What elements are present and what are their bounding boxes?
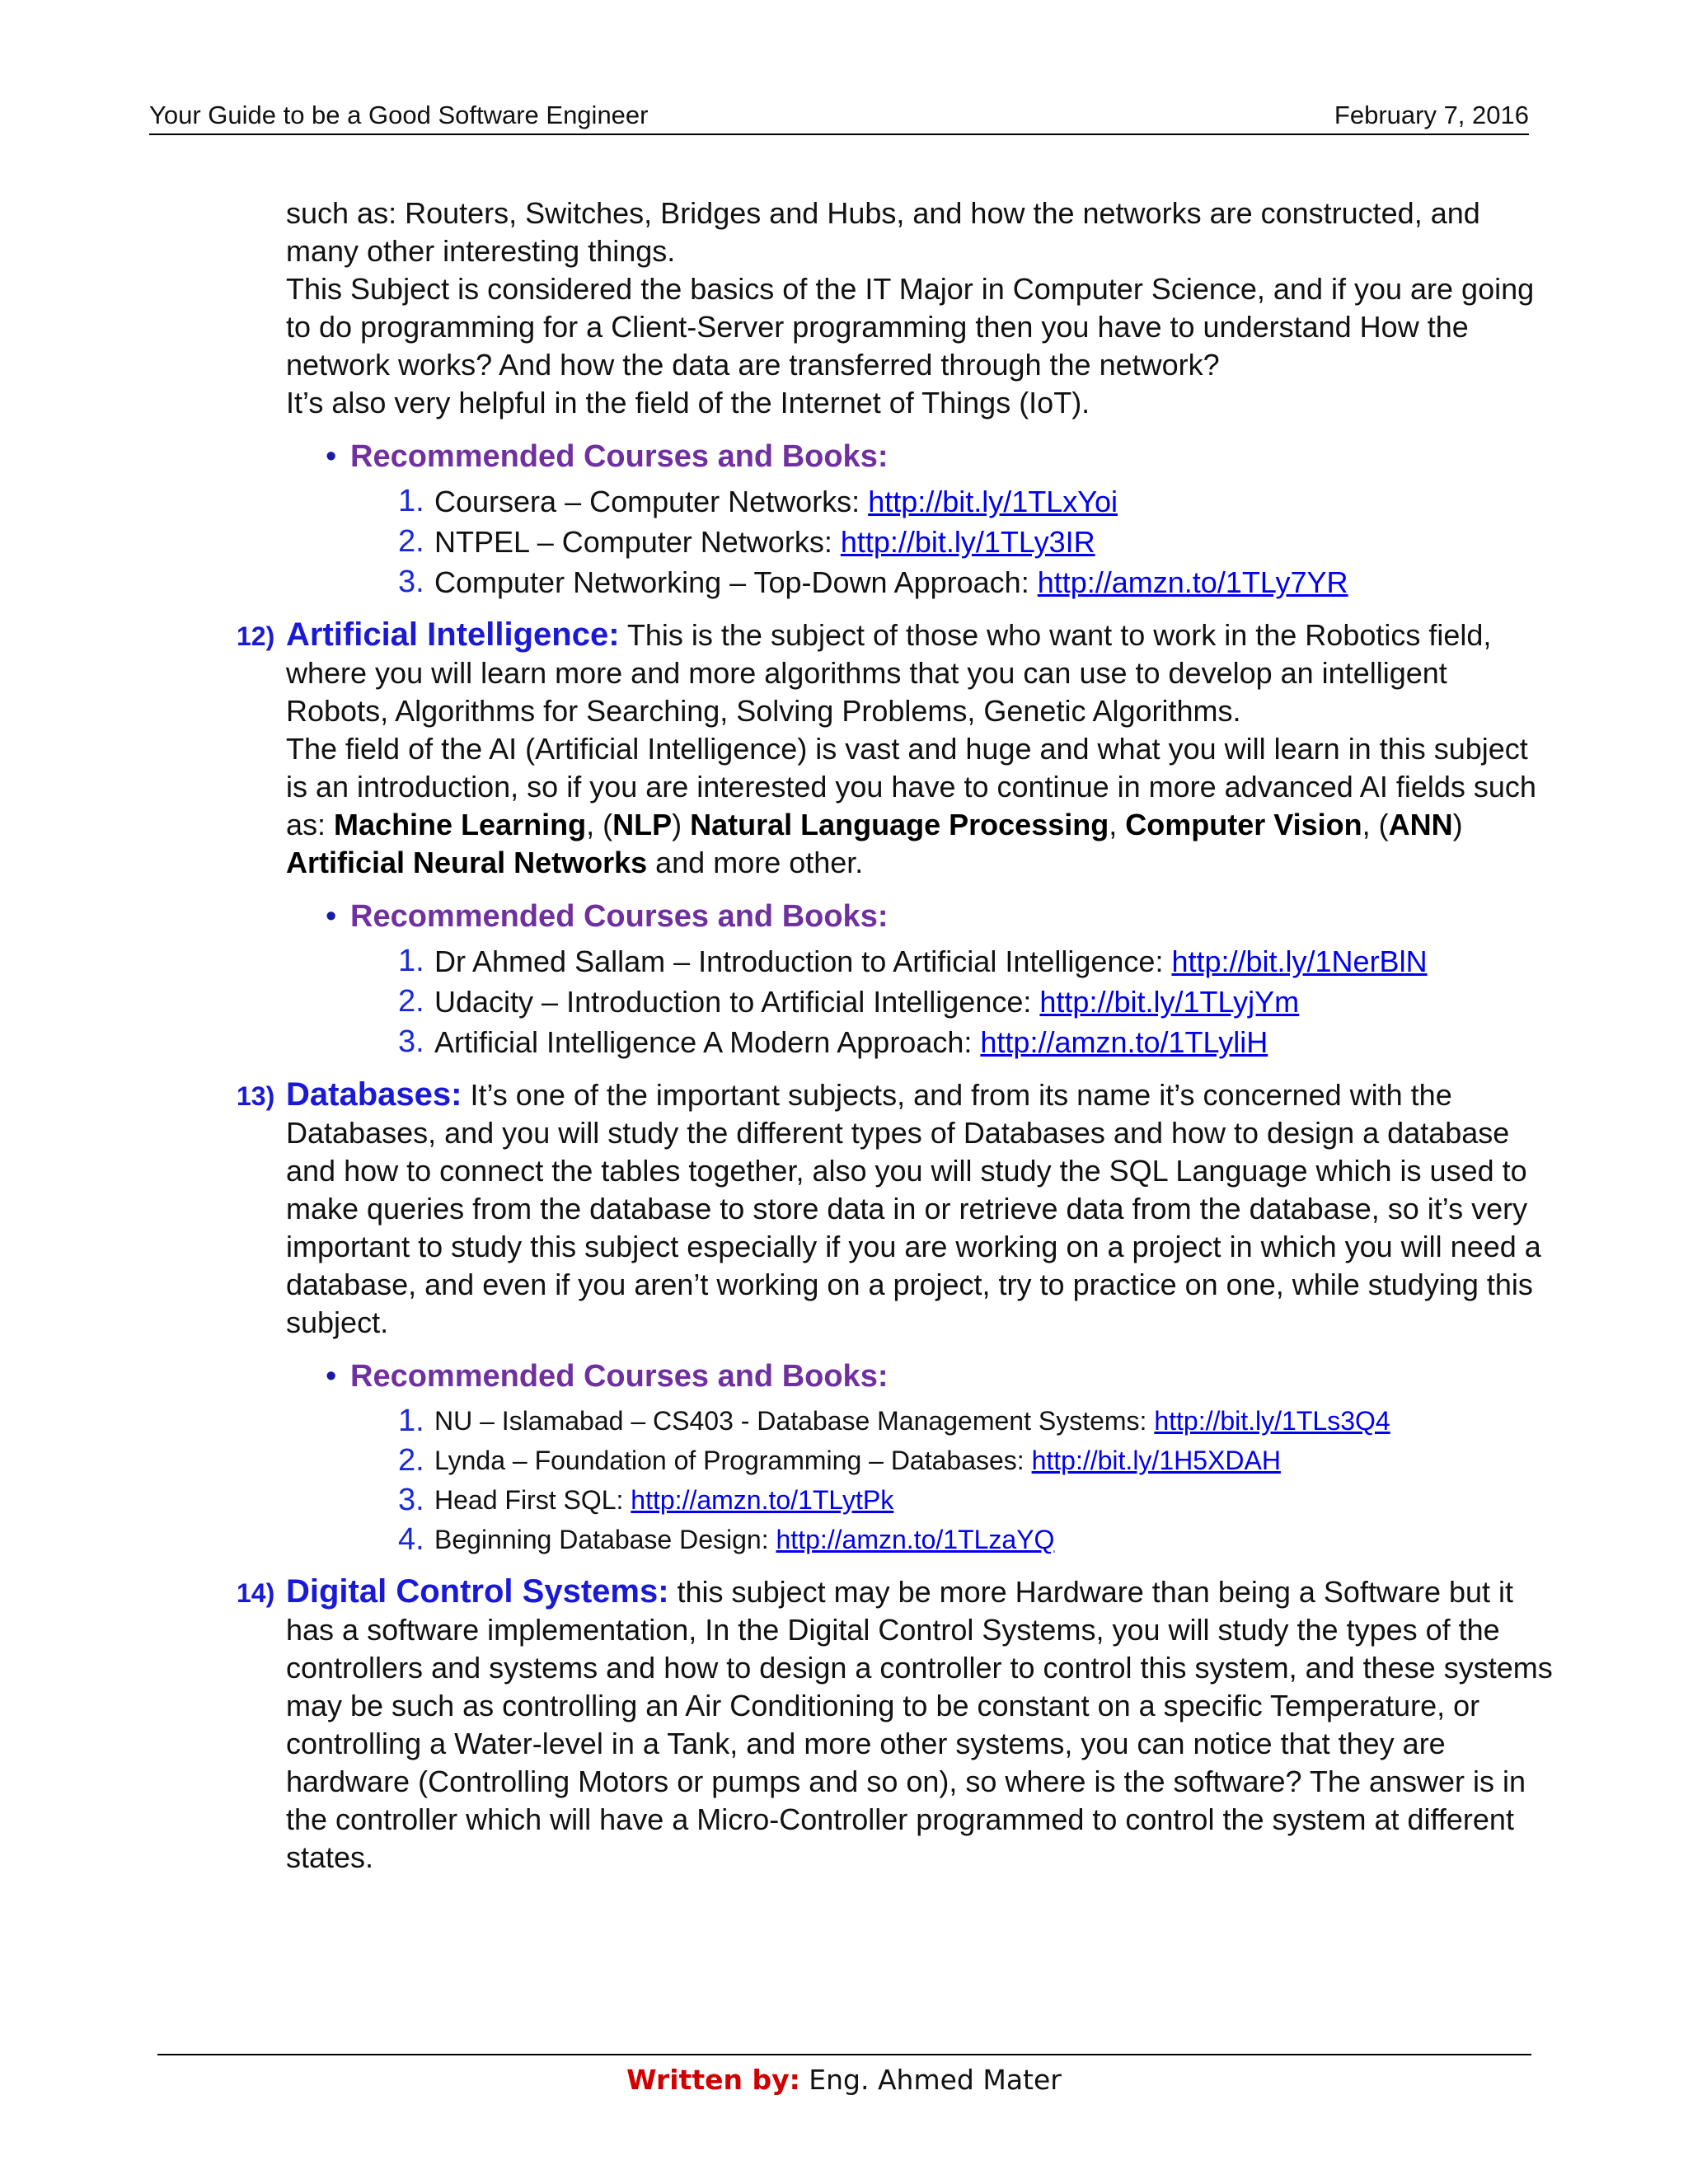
section-number: 14) bbox=[237, 1578, 275, 1608]
bullet-icon: • bbox=[326, 899, 337, 934]
intro-paragraph: such as: Routers, Switches, Bridges and Hubs, and how the networks are constructed, and many other interesting things. bbox=[286, 196, 1480, 268]
list-item: 2. Udacity – Introduction to Artificial Intelligence: http://bit.ly/1TLyjYm bbox=[398, 984, 1300, 1019]
list-item: 4. Beginning Database Design: http://amzn.to/1TLzaYQ bbox=[398, 1522, 1055, 1557]
section-title: Artificial Intelligence: bbox=[286, 616, 620, 653]
book-link[interactable]: http://amzn.to/1TLytPk bbox=[631, 1485, 894, 1515]
footer-divider bbox=[157, 2054, 1531, 2055]
header-date: February 7, 2016 bbox=[1334, 101, 1529, 129]
networks-links-list bbox=[286, 481, 1556, 602]
book-link[interactable]: http://amzn.to/1TLyliH bbox=[980, 1025, 1268, 1059]
list-item: 3. Computer Networking – Top-Down Approach: http://amzn.to/1TLy7YR bbox=[398, 565, 1348, 599]
book-link[interactable]: http://amzn.to/1TLy7YR bbox=[1037, 565, 1348, 599]
recommended-heading: • Recommended Courses and Books: bbox=[350, 437, 1556, 476]
recommended-heading: • Recommended Courses and Books: bbox=[350, 1357, 1556, 1396]
course-link[interactable]: http://bit.ly/1H5XDAH bbox=[1031, 1446, 1281, 1475]
section-databases: 13) Databases: It’s one of the important subjects, and from its name it’s concerned with the Databases, and you will study the different types of Databases and how to design a database and how to connect the tables together, also you will study the SQL Language which is used to make queries from the database to store data in or retrieve data from the database, so it’s very important to study this subject especially if you are working on a project in which you will need a database, and even if you aren’t working on a project, try to practice on one, while studying this subject. bbox=[237, 1076, 1541, 1339]
book-link[interactable]: http://amzn.to/1TLzaYQ bbox=[776, 1525, 1055, 1554]
intro-paragraph: This Subject is considered the basics of the IT Major in Computer Science, and if you are going to do programming for a Client-Server programming then you have to understand How the network works? And how the data are transferred through the network? bbox=[286, 272, 1535, 382]
course-link[interactable]: http://bit.ly/1NerBlN bbox=[1171, 944, 1428, 978]
section-number: 13) bbox=[237, 1081, 275, 1111]
intro-paragraph: It’s also very helpful in the field of the Internet of Things (IoT). bbox=[286, 386, 1090, 419]
list-item: 1. NU – Islamabad – CS403 - Database Management Systems: http://bit.ly/1TLs3Q4 bbox=[398, 1404, 1390, 1438]
list-item: 3. Artificial Intelligence A Modern Approach: http://amzn.to/1TLyliH bbox=[398, 1024, 1268, 1059]
section-ai: 12) Artificial Intelligence: This is the subject of those who want to work in the Robotics field, where you will learn more and more algorithms that you can use to develop an intelligent Robots, Algorithms for Searching, Solving Problems, Genetic Algorithms. The field of the AI (Artificial Intelligence) is vast and huge and what you will learn in this subject is an introduction, so if you are interested you have to continue in more advanced AI fields such as: Machine Learning, (NLP) Natural Language Processing, Computer Vision, (ANN) Artificial Neural Networks and more other. bbox=[237, 616, 1536, 879]
page-content bbox=[237, 194, 1556, 1877]
course-link[interactable]: http://bit.ly/1TLs3Q4 bbox=[1154, 1406, 1390, 1436]
course-link[interactable]: http://bit.ly/1TLxYoi bbox=[868, 485, 1118, 518]
list-item: 1. Dr Ahmed Sallam – Introduction to Artificial Intelligence: http://bit.ly/1NerBlN bbox=[398, 944, 1428, 978]
ai-links-list bbox=[286, 941, 1556, 1062]
section-number: 12) bbox=[237, 621, 275, 651]
course-link[interactable]: http://bit.ly/1TLy3IR bbox=[840, 525, 1095, 559]
bullet-icon: • bbox=[326, 439, 337, 474]
section-title: Digital Control Systems: bbox=[286, 1573, 669, 1610]
list-item: 3. Head First SQL: http://amzn.to/1TLytPk bbox=[398, 1483, 894, 1517]
bullet-icon: • bbox=[326, 1359, 337, 1394]
list-item: 1. Coursera – Computer Networks: http://bit.ly/1TLxYoi bbox=[398, 484, 1118, 518]
header-title: Your Guide to be a Good Software Engineer bbox=[149, 101, 649, 129]
db-links-list bbox=[286, 1401, 1556, 1559]
footer-author: Eng. Ahmed Mater bbox=[799, 2064, 1062, 2096]
list-item: 2. NTPEL – Computer Networks: http://bit.ly/1TLy3IR bbox=[398, 524, 1095, 559]
page-footer bbox=[0, 2062, 1688, 2098]
footer-label: Written by: bbox=[626, 2064, 800, 2096]
page-header bbox=[149, 99, 1529, 135]
section-digital-control: 14) Digital Control Systems: this subject may be more Hardware than being a Software but it has a software implementation, In the Digital Control Systems, you will study the types of the controllers and systems and how to design a controller to control this system, and these systems may be such as controlling an Air Conditioning to be constant on a specific Temperature, or controlling a Water-level in a Tank, and more other systems, you can notice that they are hardware (Controlling Motors or pumps and so on), so where is the software? The answer is in the controller which will have a Micro-Controller programmed to control the system at different states. bbox=[237, 1573, 1553, 1874]
section-title: Databases: bbox=[286, 1076, 462, 1113]
recommended-heading: • Recommended Courses and Books: bbox=[350, 897, 1556, 936]
course-link[interactable]: http://bit.ly/1TLyjYm bbox=[1039, 985, 1300, 1019]
list-item: 2. Lynda – Foundation of Programming – Databases: http://bit.ly/1H5XDAH bbox=[398, 1443, 1281, 1478]
